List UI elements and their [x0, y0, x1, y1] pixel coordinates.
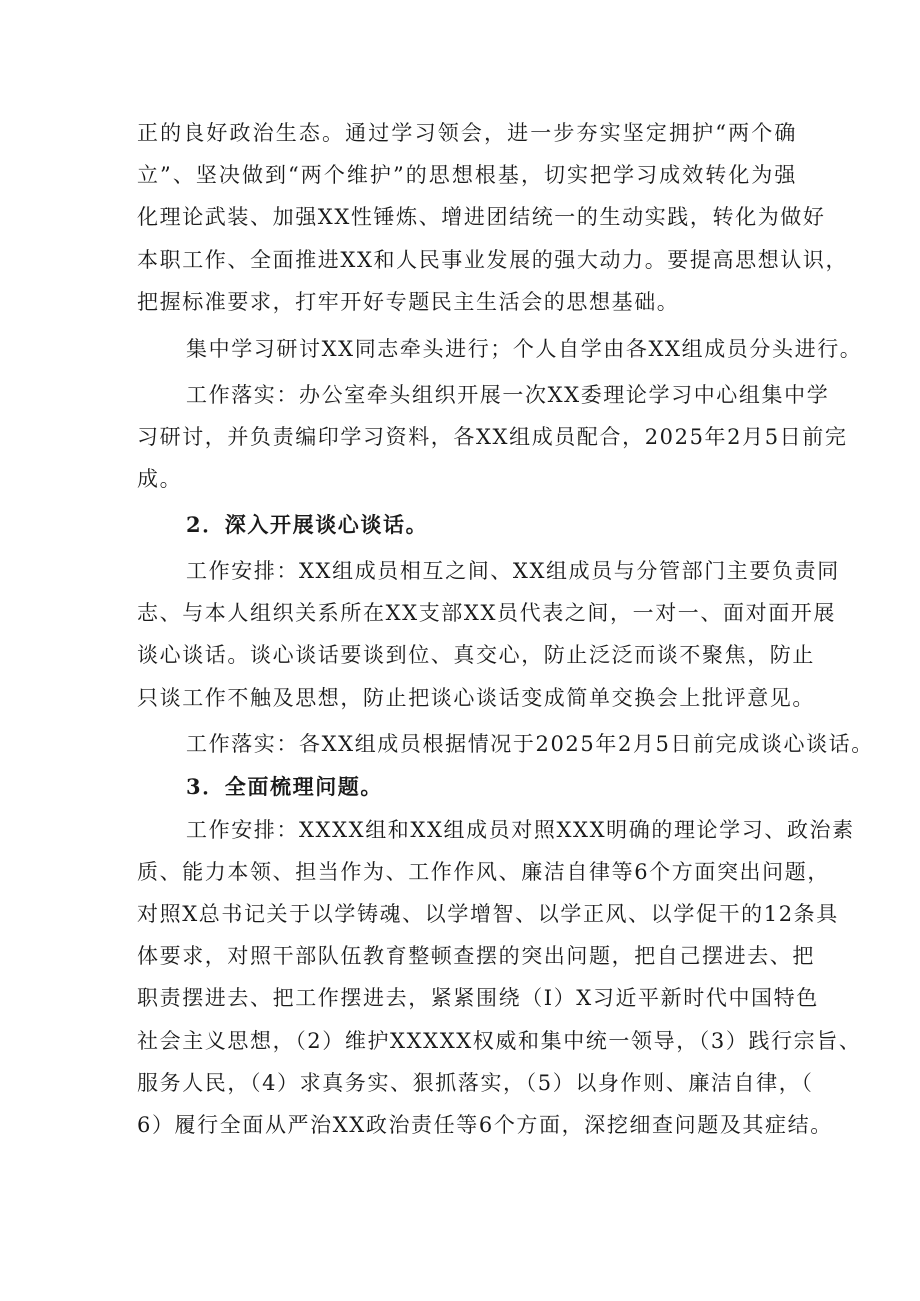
paragraph-line: 立”、坚决做到“两个维护”的思想根基，切实把学习成效转化为强: [137, 163, 797, 187]
section-heading: 3．全面梳理问题。: [186, 774, 384, 799]
paragraph-line: 成。: [137, 467, 183, 491]
paragraph-line: 习研讨，并负责编印学习资料，各XX组成员配合，2025年2月5日前完: [137, 425, 848, 449]
paragraph-line: 工作落实：办公室牵头组织开展一次XX委理论学习中心组集中学: [186, 383, 830, 407]
paragraph-line: 6）履行全面从严治XX政治责任等6个方面，深挖细查问题及其症结。: [137, 1113, 833, 1137]
paragraph-line: 体要求，对照干部队伍教育整顿查摆的突出问题，把自己摆进去、把: [137, 944, 815, 968]
paragraph-line: 化理论武装、加强XX性锤炼、增进团结统一的生动实践，转化为做好: [137, 205, 826, 229]
paragraph-line: 工作安排：XXXX组和XX组成员对照XXX明确的理论学习、政治素: [186, 818, 855, 842]
paragraph-line: 社会主义思想，（2）维护XXXXX权威和集中统一领导，（3）践行宗旨、: [137, 1029, 862, 1053]
paragraph-line: 集中学习研讨XX同志牵头进行；个人自学由各XX组成员分头进行。: [186, 337, 863, 361]
paragraph-line: 只谈工作不触及思想，防止把谈心谈话变成简单交换会上批评意见。: [137, 686, 815, 710]
paragraph-line: 工作落实：各XX组成员根据情况于2025年2月5日前完成谈心谈话。: [186, 732, 874, 756]
paragraph-line: 服务人民，（4）求真务实、狠抓落实，（5）以身作则、廉洁自律，（: [137, 1071, 814, 1095]
paragraph-line: 把握标准要求，打牢开好专题民主生活会的思想基础。: [137, 290, 680, 314]
paragraph-line: 正的良好政治生态。通过学习领会，进一步夯实坚定拥护“两个确: [137, 121, 797, 145]
paragraph-line: 质、能力本领、担当作为、工作作风、廉洁自律等6个方面突出问题，: [137, 860, 830, 884]
paragraph-line: 工作安排：XX组成员相互之间、XX组成员与分管部门主要负责同: [186, 559, 840, 583]
paragraph-line: 职责摆进去、把工作摆进去，紧紧围绕（I）X习近平新时代中国特色: [137, 986, 819, 1010]
section-heading: 2．深入开展谈心谈话。: [186, 512, 429, 537]
paragraph-line: 志、与本人组织关系所在XX支部XX员代表之间，一对一、面对面开展: [137, 601, 836, 625]
paragraph-line: 对照X总书记关于以学铸魂、以学增智、以学正风、以学促干的12条具: [137, 902, 839, 926]
paragraph-line: 谈心谈话。谈心谈话要谈到位、真交心，防止泛泛而谈不聚焦，防止: [137, 643, 815, 667]
paragraph-line: 本职工作、全面推进XX和人民事业发展的强大动力。要提高思想认识，: [137, 248, 849, 272]
